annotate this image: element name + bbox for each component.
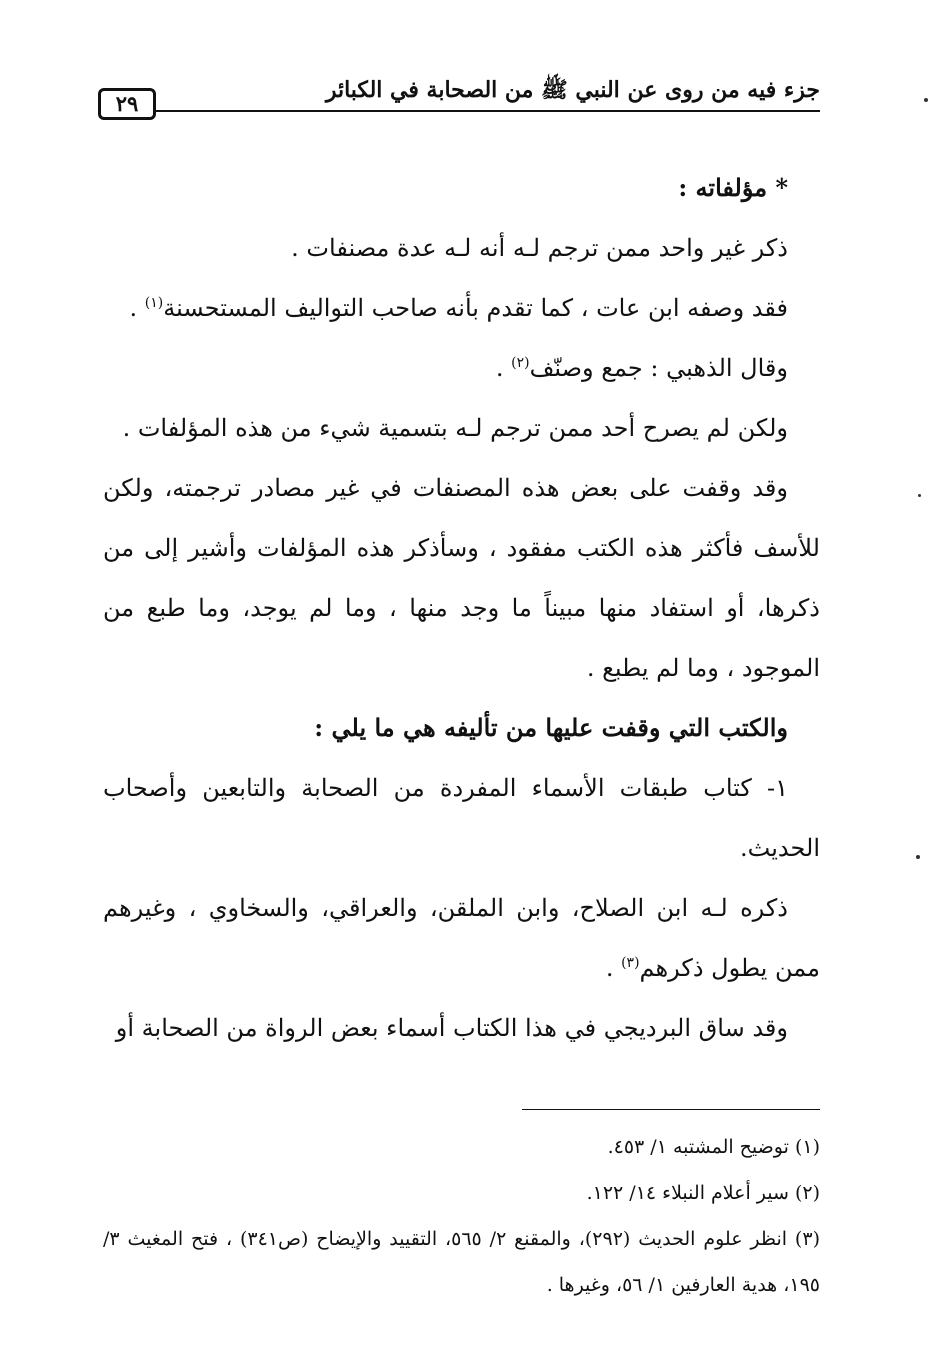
- paragraph-2-end: .: [129, 294, 145, 322]
- footnote-2: (٢) سير أعلام النبلاء ١٤/ ١٢٢.: [586, 1182, 820, 1204]
- footnotes: [103, 1124, 820, 1308]
- running-title: جزء فيه من روى عن النبي ﷺ من الصحابة في الكبائر: [325, 77, 820, 103]
- paragraph-8-end: .: [605, 954, 622, 982]
- paragraph-8-text: ذكره لـه ابن الصلاح، وابن الملقن، والعراقي، والسخاوي ، وغيرهم ممن يطول ذكرهم: [103, 894, 820, 982]
- running-header: [98, 72, 820, 128]
- scan-speck: [924, 98, 928, 102]
- section-heading: * مؤلفاته :: [678, 173, 788, 202]
- paragraph-8: [103, 878, 820, 998]
- page-number: ٢٩: [98, 88, 156, 120]
- paragraph-9: وقد ساق البرديجي في هذا الكتاب أسماء بعض الرواة من الصحابة أو: [115, 1014, 788, 1042]
- paragraph-3-text: وقال الذهبي : جمع وصنّف: [529, 354, 788, 382]
- scan-speck: [918, 494, 921, 497]
- paragraph-2-text: فقد وصفه ابن عات ، كما تقدم بأنه صاحب التواليف المستحسنة: [163, 294, 788, 322]
- footnote-ref-2: (٢): [511, 355, 530, 371]
- paragraph-4: ولكن لم يصرح أحد ممن ترجم لـه بتسمية شيء من هذه المؤلفات .: [122, 414, 788, 442]
- footnote-ref-3: (٣): [621, 955, 640, 971]
- footnote-rule: [522, 1109, 820, 1110]
- header-rule: [148, 110, 820, 112]
- paragraph-3: [103, 338, 820, 398]
- paragraph-5: وقد وقفت على بعض هذه المصنفات في غير مصادر ترجمته، ولكن للأسف فأكثر هذه الكتب مفقود ، وسأذكر هذه المؤلفات وأشير إلى من ذكرها، أو استفاد منها مبيناً ما وجد منها ، وما لم يوجد، وما طبع من الموجود ، وما لم يطبع .: [103, 474, 820, 682]
- books-list-heading: والكتب التي وقفت عليها من تأليفه هي ما يلي :: [314, 713, 788, 742]
- paragraph-3-end: .: [495, 354, 512, 382]
- footnote-ref-1: (١): [144, 295, 164, 311]
- paragraph-2: [103, 278, 820, 338]
- paragraph-1: ذكر غير واحد ممن ترجم لـه أنه لـه عدة مصنفات .: [291, 234, 788, 262]
- footnote-1: (١) توضيح المشتبه ١/ ٤٥٣.: [607, 1136, 820, 1158]
- footnote-3: (٣) انظر علوم الحديث (٢٩٢)، والمقنع ٢/ ٥٦٥، التقييد والإيضاح (ص٣٤١) ، فتح المغيث ٣/ ١٩٥، هدية العارفين ١/ ٥٦، وغيرها .: [103, 1228, 820, 1296]
- scan-speck: [916, 855, 920, 859]
- book-item-1: ١- كتاب طبقات الأسماء المفردة من الصحابة والتابعين وأصحاب الحديث.: [103, 774, 820, 862]
- main-text: [103, 158, 820, 1058]
